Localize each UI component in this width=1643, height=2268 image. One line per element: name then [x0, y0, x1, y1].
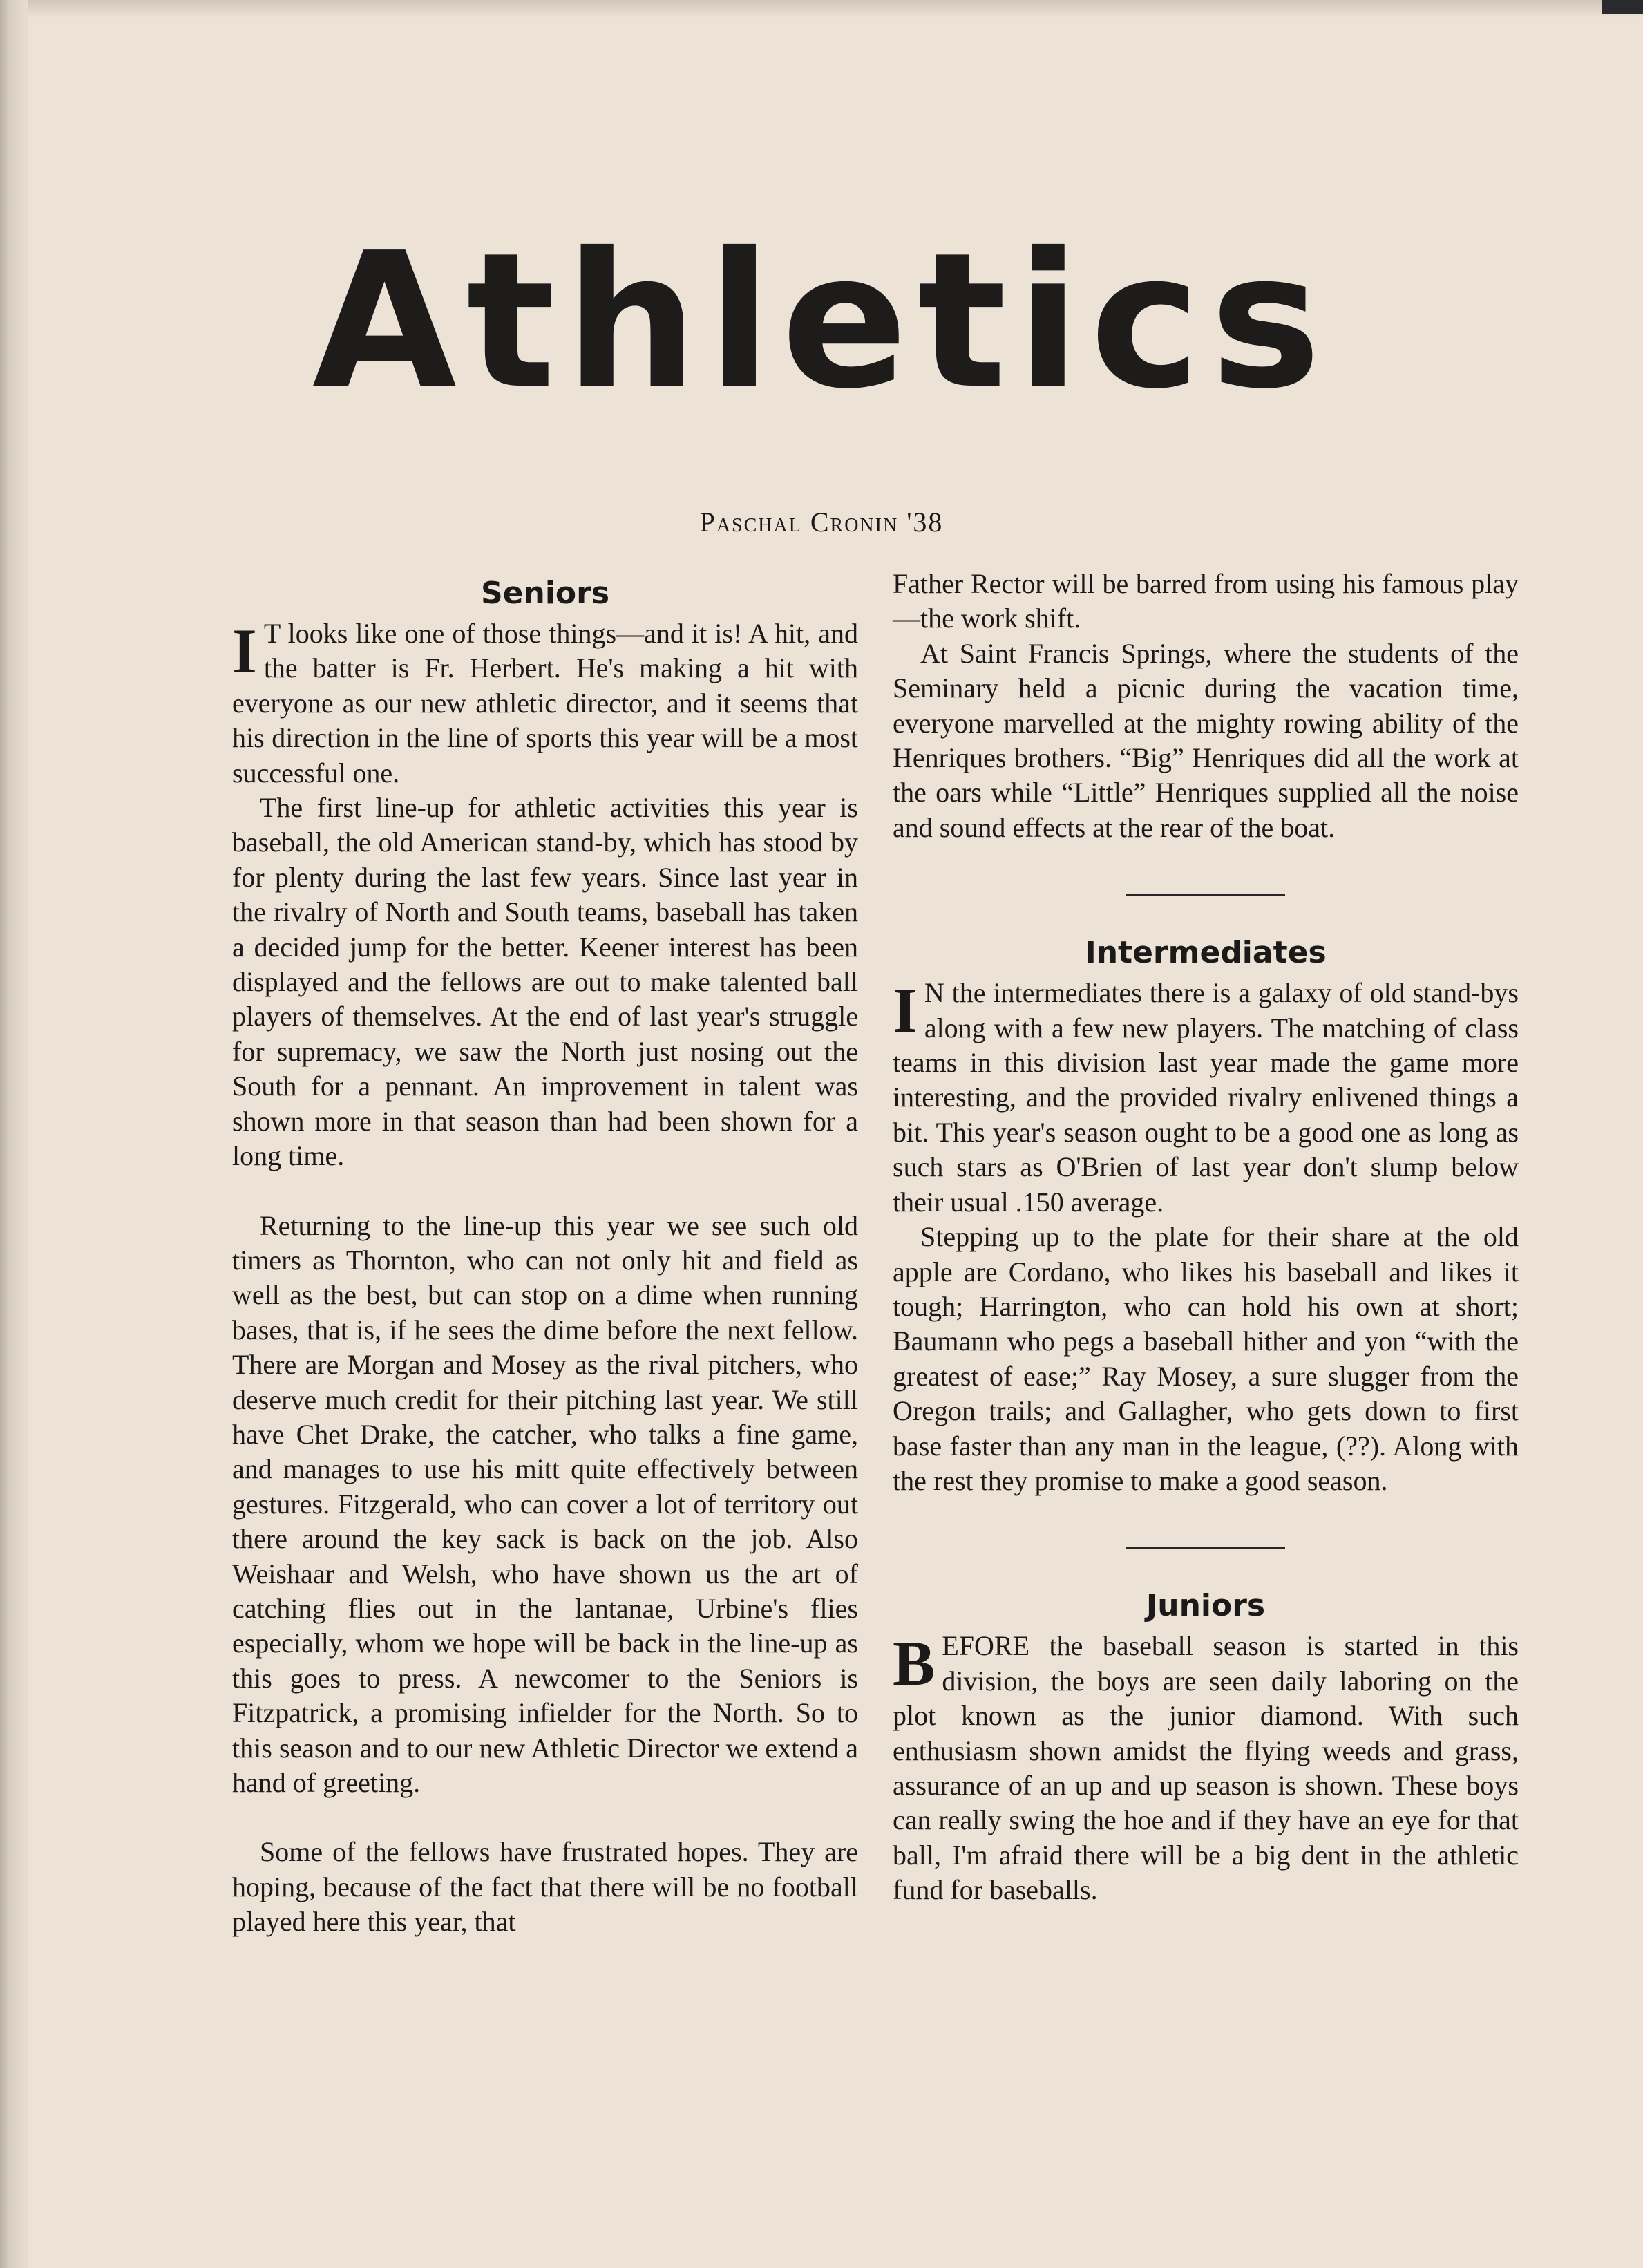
seniors-paragraph-4-continued: Father Rector will be barred from using his famous play—the work shift. [893, 568, 1519, 634]
juniors-heading: Juniors [1146, 1588, 1266, 1624]
drop-cap: I [232, 616, 257, 686]
intermediates-heading: Intermediates [1085, 935, 1327, 971]
seniors-paragraph-5: At Saint Francis Springs, where the students of the Seminary held a picnic during the vacation time, everyone marvelled at the mighty rowing ability of the Henriques brothers. “Big” Henriques did all the work at the oars while “Little” Henriques supplied all the noise and sound effects at the rear of the boat. [893, 637, 1519, 843]
intermediates-paragraph-1-text: N the intermediates there is a galaxy of old stand-bys along with a few new players. The matching of class teams in this division last year made the game more interesting, and the provided rivalry enlivened things a bit. This year's season ought to be a good one as long as such stars as O'Brien of last year don't slump below their usual .150 average. [893, 977, 1519, 1218]
juniors-paragraph-1 [893, 1629, 1519, 1907]
seniors-paragraph-1-text: T looks like one of those things—and it is! A hit, and the batter is Fr. Herbert. He's making a hit with everyone as our new athletic director, and it seems that his direction in the line of sports this year will be a most successful one. [232, 618, 858, 788]
page-title: Athletics [312, 212, 1331, 430]
intermediates-paragraph-2: Stepping up to the plate for their share at the old apple are Cordano, who likes his baseball and likes it tough; Harrington, who can hold his own at short; Baumann who pegs a baseball hither and yon “with the greatest of ease;” Ray Mosey, a sure slugger from the Oregon trails; and Gallagher, who gets down to first base faster than any man in the league, (??). Along with the rest they promise to make a good season. [893, 1221, 1519, 1496]
seniors-paragraph-4: Some of the fellows have frustrated hopes. They are hoping, because of the fact that there will be no football played here this year, that [232, 1836, 858, 1938]
juniors-paragraph-1-text: EFORE the baseball season is started in this division, the boys are seen daily laboring on the plot known as the junior diamond. With such enthusiasm shown amidst the flying weeds and grass, assurance of an up and up season is shown. These boys can really swing the hoe and if they have an eye for that ball, I'm afraid there will be a big dent in the athletic fund for baseballs. [893, 1630, 1519, 1906]
section-divider [1126, 1547, 1285, 1549]
section-divider [1126, 894, 1285, 896]
right-column [893, 567, 1519, 1908]
seniors-heading: Seniors [480, 576, 610, 611]
seniors-paragraph-3: Returning to the line-up this year we see such old timers as Thornton, who can not only hit and field as well as the best, but can stop on a dime when running bases, that is, if he sees the dime before the next fellow. There are Morgan and Mosey as the rival pitchers, who deserve much credit for their pitching last year. We still have Chet Drake, the catcher, who talks a fine game, and manages to use his mitt quite effectively between gestures. Fitzgerald, who can cover a lot of territory out there around the key sack is back on the job. Also Weishaar and Welsh, who have shown us the art of catching flies out in the lantanae, Urbine's flies especially, whom we hope will be back in the line-up as this goes to press. A newcomer to the Seniors is Fitzpatrick, a promising infielder for the North. So to this season and to our new Athletic Director we extend a hand of greeting. [232, 1209, 858, 1798]
left-column [232, 567, 858, 1940]
intermediates-paragraph-1 [893, 976, 1519, 1220]
scan-corner [1602, 0, 1643, 14]
page-top-edge [0, 0, 1643, 18]
author-byline: Paschal Cronin '38 [699, 507, 944, 538]
seniors-paragraph-1 [232, 616, 858, 791]
drop-cap: I [893, 975, 918, 1046]
seniors-paragraph-2: The first line-up for athletic activities this year is baseball, the old American stand-by, which has stood by for plenty during the last few years. Since last year in the rivalry of North and South teams, baseball has taken a decided jump for the better. Keener interest has been displayed and the fellows are out to make talented ball players of themselves. At the end of last year's struggle for supremacy, we saw the North just nosing out the South for a pennant. An improvement in talent was shown more in that season than had been shown for a long time. [232, 792, 858, 1172]
drop-cap: B [893, 1628, 936, 1699]
